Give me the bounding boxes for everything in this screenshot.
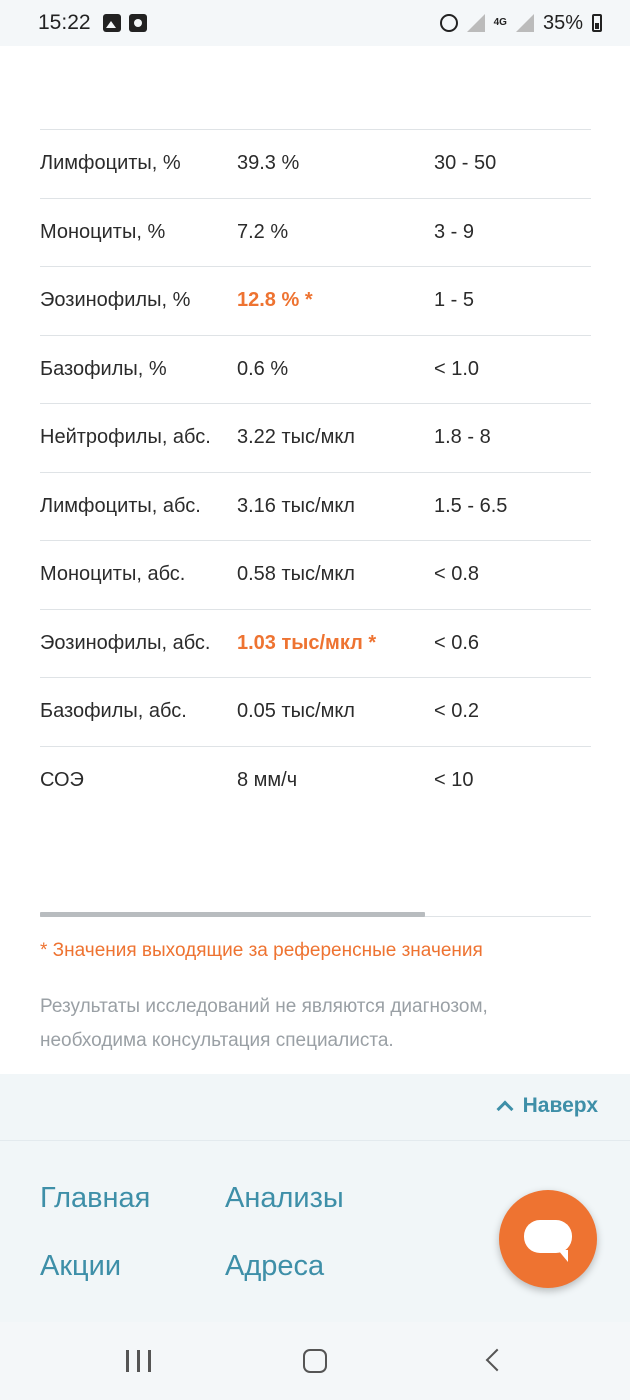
test-value: 0.6 % [237, 357, 289, 380]
test-name: Нейтрофилы, абс. [40, 426, 211, 449]
table-row [40, 404, 591, 473]
test-reference: < 0.6 [434, 631, 480, 654]
system-nav-bar [0, 1322, 630, 1400]
test-value: 39.3 % [237, 152, 300, 175]
test-name: Моноциты, абс. [40, 563, 186, 586]
disclaimer: Результаты исследований не являются диагнозом, необходима консультация специалиста. [40, 996, 488, 1051]
test-name: Лимфоциты, % [40, 152, 181, 175]
table-row [40, 747, 591, 816]
signal-icon [467, 14, 485, 32]
footer-link-promotions[interactable]: Акции [40, 1250, 122, 1282]
table-row [40, 541, 591, 610]
table-scrollbar[interactable] [40, 912, 591, 917]
screen-record-icon [129, 14, 147, 32]
footer-link-tests[interactable]: Анализы [225, 1182, 344, 1214]
results-table [40, 129, 591, 815]
gallery-icon [103, 14, 121, 32]
test-reference: < 0.8 [434, 563, 480, 586]
test-value: 0.05 тыс/мкл [237, 700, 355, 723]
test-reference: < 10 [434, 769, 474, 792]
home-icon[interactable] [303, 1349, 327, 1373]
test-reference: 30 - 50 [434, 152, 497, 175]
chat-button[interactable] [499, 1190, 597, 1288]
test-value: 8 мм/ч [237, 769, 298, 792]
table-row [40, 610, 591, 679]
table-row [40, 678, 591, 747]
footer-link-addresses[interactable]: Адреса [225, 1250, 325, 1282]
status-indicators [440, 12, 602, 35]
recent-apps-icon[interactable] [126, 1350, 152, 1372]
test-value: 3.22 тыс/мкл [237, 426, 355, 449]
test-name: Лимфоциты, абс. [40, 494, 201, 517]
status-bar [0, 0, 630, 46]
status-time: 15:22 [38, 11, 91, 34]
test-value-flagged: 12.8 % * [237, 289, 313, 312]
test-name: Базофилы, абс. [40, 700, 187, 723]
test-name: Эозинофилы, абс. [40, 631, 211, 654]
test-reference: 3 - 9 [434, 220, 475, 243]
test-reference: 1 - 5 [434, 289, 475, 312]
test-reference: 1.8 - 8 [434, 426, 491, 449]
test-name: Базофилы, % [40, 357, 167, 380]
table-row [40, 336, 591, 405]
chat-icon [524, 1220, 572, 1253]
chevron-up-icon [496, 1101, 513, 1118]
network-type: 4G [493, 17, 507, 28]
back-to-top-label: Наверх [522, 1094, 598, 1117]
test-value-flagged: 1.03 тыс/мкл * [237, 631, 377, 654]
test-reference: < 1.0 [434, 357, 480, 380]
signal-icon [516, 14, 534, 32]
table-scrollbar-thumb[interactable] [40, 912, 425, 917]
test-name: Эозинофилы, % [40, 289, 191, 312]
test-reference: < 0.2 [434, 700, 480, 723]
alarm-icon [440, 14, 458, 32]
test-value: 7.2 % [237, 220, 289, 243]
back-to-top-button[interactable] [499, 1094, 598, 1118]
test-value: 3.16 тыс/мкл [237, 494, 355, 517]
footer-link-home[interactable]: Главная [40, 1182, 151, 1214]
table-row [40, 473, 591, 542]
table-row [40, 130, 591, 199]
test-value: 0.58 тыс/мкл [237, 563, 355, 586]
test-name: Моноциты, % [40, 220, 166, 243]
battery-percent: 35% [542, 11, 583, 34]
battery-icon [592, 14, 602, 32]
test-name: СОЭ [40, 769, 84, 792]
flag-note: * Значения выходящие за референсные значения [40, 940, 483, 961]
table-row [40, 199, 591, 268]
back-icon[interactable] [486, 1349, 509, 1372]
table-row [40, 267, 591, 336]
footer-divider [0, 1140, 630, 1141]
test-reference: 1.5 - 6.5 [434, 494, 508, 517]
